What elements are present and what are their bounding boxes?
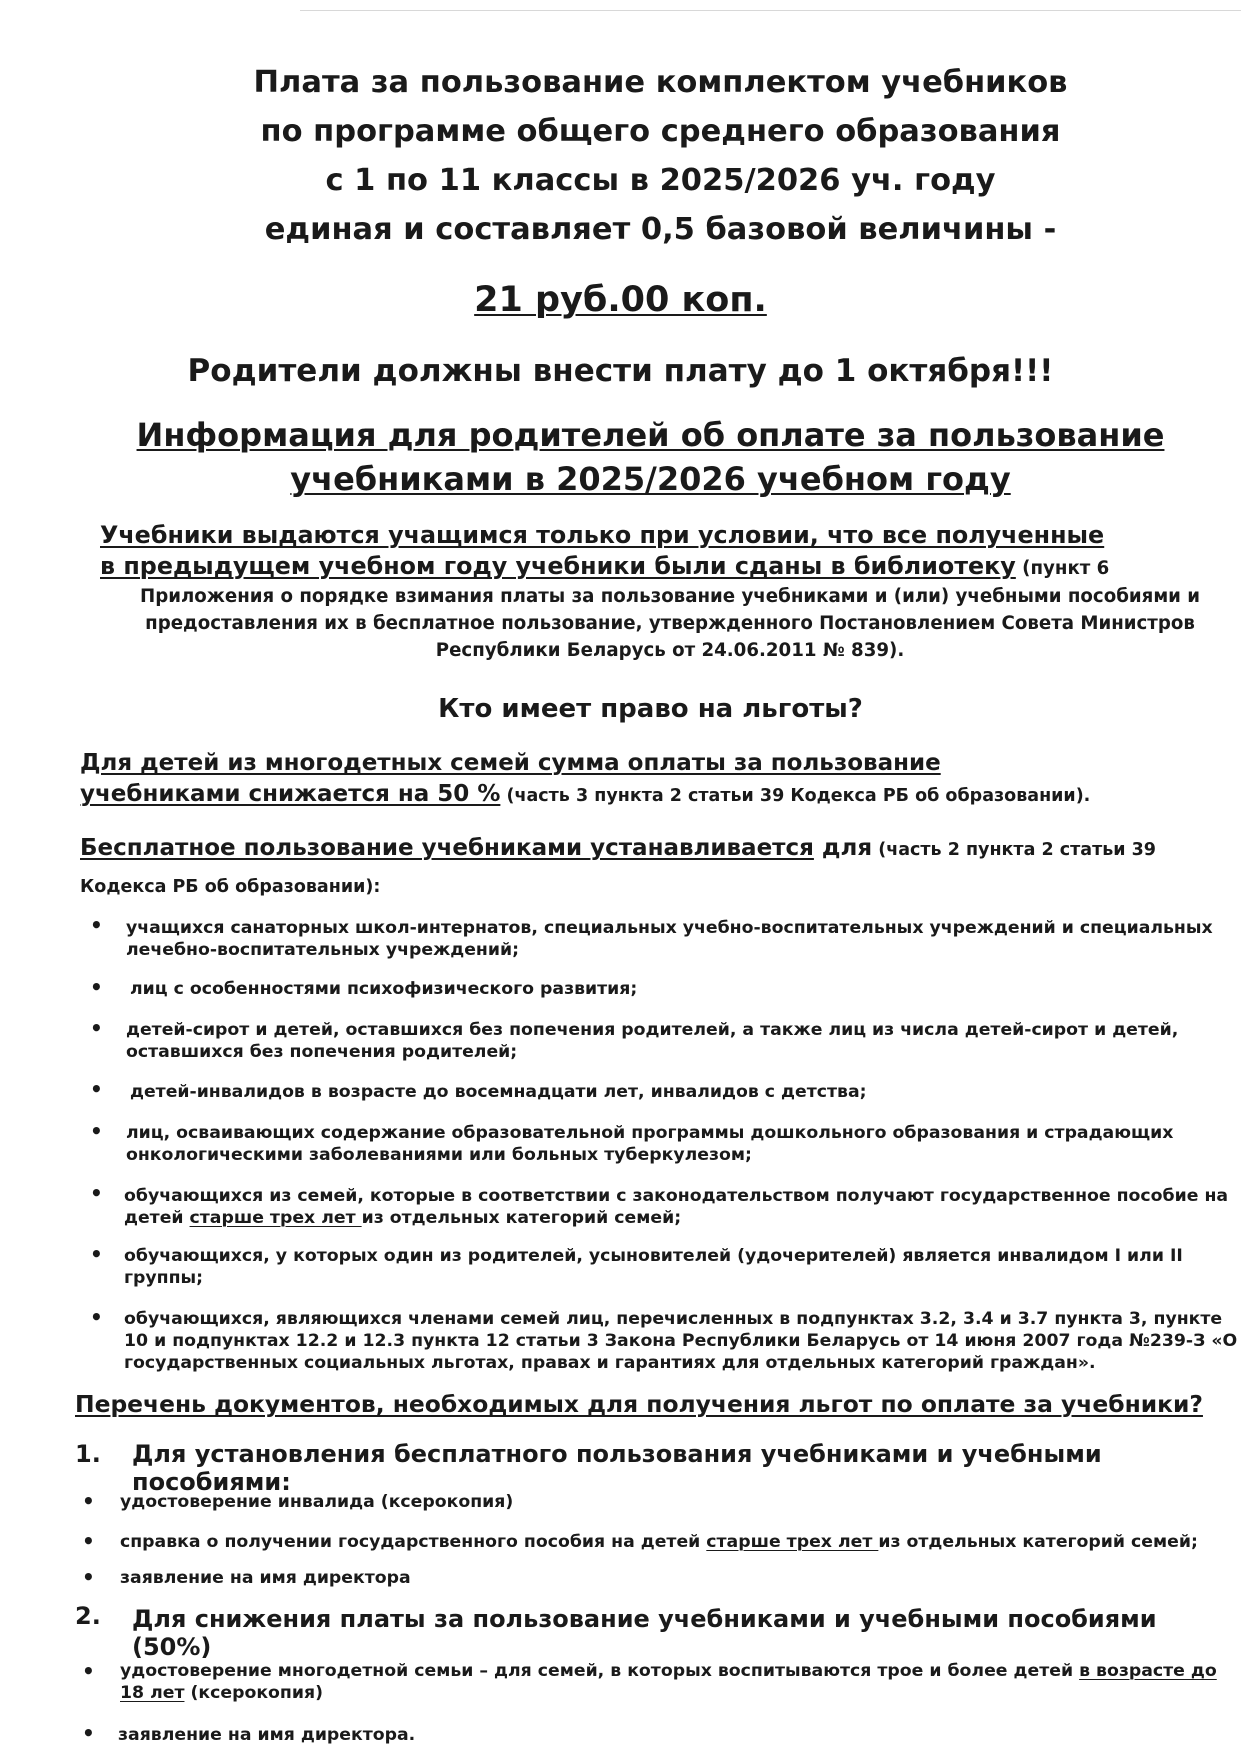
- bullet-icon: •: [90, 1077, 103, 1101]
- document-item: удостоверение инвалида (ксерокопия): [120, 1492, 514, 1512]
- bullet-icon: •: [82, 1659, 95, 1683]
- condition-line: [100, 551, 1240, 584]
- bullet-icon: •: [90, 1119, 103, 1143]
- condition-ref-start: (пункт 6: [1015, 558, 1110, 579]
- list-item-text: детей: [124, 1208, 190, 1228]
- bullet-icon: •: [90, 1242, 103, 1266]
- condition-reference: Приложения о порядке взимания платы за пользование учебниками и (или) учебными пособиями и предоставления их в бесплатное пользование, утвержденного Постановлением Совета Министров Республики Беларусь от 24.06.2011 № 839).: [139, 586, 1201, 661]
- page-top-edge: [300, 10, 1241, 11]
- list-item: учащихся санаторных школ-интернатов, специальных учебно-воспитательных учреждений и специальных лечебно-воспитательных учреждений;: [126, 918, 1213, 960]
- section-number: 2.: [75, 1602, 101, 1630]
- fee-title: [40, 58, 1241, 254]
- issue-condition: [100, 520, 1240, 584]
- info-heading-line: учебниками в 2025/2026 учебном году: [290, 460, 1011, 498]
- title-line: Плата за пользование комплектом учебников: [253, 65, 1068, 100]
- list-item-text: из отдельных категорий семей;: [361, 1208, 682, 1228]
- bullet-icon: •: [90, 975, 103, 999]
- info-heading: [30, 413, 1241, 501]
- free-use-underlined: Бесплатное пользование учебниками устанавливается: [80, 835, 814, 861]
- payment-deadline: Родители должны внести плату до 1 октября!!!: [187, 353, 1054, 389]
- bullet-icon: •: [82, 1489, 95, 1513]
- document-item: заявление на имя директора: [120, 1568, 411, 1588]
- bullet-icon: •: [90, 913, 103, 937]
- document-item: [120, 1531, 1230, 1553]
- discount-ref: (часть 3 пункта 2 статьи 39 Кодекса РБ об образовании).: [500, 786, 1091, 806]
- title-line: единая и составляет 0,5 базовой величины -: [264, 212, 1057, 247]
- info-heading-line: Информация для родителей об оплате за пользование: [136, 416, 1165, 454]
- bullet-icon: •: [90, 1181, 103, 1205]
- section-number: 1.: [75, 1440, 101, 1468]
- title-line: по программе общего среднего образования: [260, 114, 1061, 149]
- list-item-line: обучающихся из семей, которые в соответствии с законодательством получают государственное пособие на: [124, 1186, 1229, 1206]
- discount-paragraph: [80, 748, 1230, 812]
- bullet-icon: •: [90, 1305, 103, 1329]
- bullet-icon: •: [82, 1529, 95, 1553]
- section-title: Для установления бесплатного пользования учебниками и учебными пособиями:: [132, 1440, 1102, 1496]
- bullet-icon: •: [90, 1016, 103, 1040]
- document-item-text: (ксерокопия): [184, 1683, 323, 1703]
- list-item: [124, 1185, 1234, 1229]
- list-item: лиц с особенностями психофизического развития;: [130, 979, 638, 999]
- title-line: с 1 по 11 классы в 2025/2026 уч. году: [325, 163, 996, 198]
- document-item-underlined: в возрасте до 18 лет: [120, 1661, 1217, 1703]
- free-use-paragraph: [80, 831, 1235, 905]
- bullet-icon: •: [82, 1565, 95, 1589]
- benefits-heading: Кто имеет право на льготы?: [438, 694, 863, 724]
- document-item: [120, 1660, 1220, 1704]
- document-item-text: удостоверение многодетной семьи – для семей, в которых воспитываются трое и более детей: [120, 1661, 1080, 1681]
- list-item: детей-инвалидов в возрасте до восемнадцати лет, инвалидов с детства;: [130, 1082, 867, 1102]
- discount-line: [80, 779, 1230, 812]
- condition-line: Учебники выдаются учащимся только при условии, что все полученные: [100, 521, 1105, 549]
- list-item: лиц, осваивающих содержание образовательной программы дошкольного образования и страдающих онкологическими заболеваниями или больных туберкулезом;: [126, 1123, 1174, 1165]
- discount-line: Для детей из многодетных семей сумма оплаты за пользование: [80, 750, 941, 776]
- list-item-underlined: старше трех лет: [189, 1208, 362, 1228]
- discount-underlined: учебниками снижается на 50 %: [80, 781, 501, 807]
- condition-underlined: в предыдущем учебном году учебники были сданы в библиотеку: [100, 552, 1016, 580]
- document-item-text: из отдельных категорий семей;: [878, 1532, 1198, 1552]
- section-title: Для снижения платы за пользование учебниками и учебными пособиями (50%): [132, 1605, 1157, 1661]
- document-item-text: справка о получении государственного пособия на детей: [120, 1532, 707, 1552]
- documents-heading: Перечень документов, необходимых для получения льгот по оплате за учебники?: [75, 1390, 1203, 1418]
- free-use-for: для: [813, 835, 873, 861]
- list-item: обучающихся, являющихся членами семей лиц, перечисленных в подпунктах 3.2, 3.4 и 3.7 пункта 3, пункте 10 и подпунктах 12.2 и 12.3 пункта 12 статьи 3 Закона Республики Беларусь от 14 июня 2007 года №239-З «О государственных социальных льготах, правах и гарантиях для отдельных категорий граждан».: [124, 1309, 1238, 1373]
- document-item-underlined: старше трех лет: [706, 1532, 879, 1552]
- list-item: детей-сирот и детей, оставшихся без попечения родителей, а также лиц из числа детей-сирот и детей, оставшихся без попечения родителей;: [126, 1020, 1179, 1062]
- bullet-icon: •: [82, 1721, 95, 1745]
- list-item-line: [124, 1207, 1234, 1229]
- list-item: обучающихся, у которых один из родителей, усыновителей (удочерителей) является инвалидом I или II группы;: [124, 1246, 1183, 1288]
- document-item: заявление на имя директора.: [118, 1725, 416, 1745]
- free-use-ref: (часть 2 пункта 2 статьи 39 Кодекса РБ об образовании):: [80, 840, 1156, 897]
- price-amount: 21 руб.00 коп.: [474, 280, 767, 320]
